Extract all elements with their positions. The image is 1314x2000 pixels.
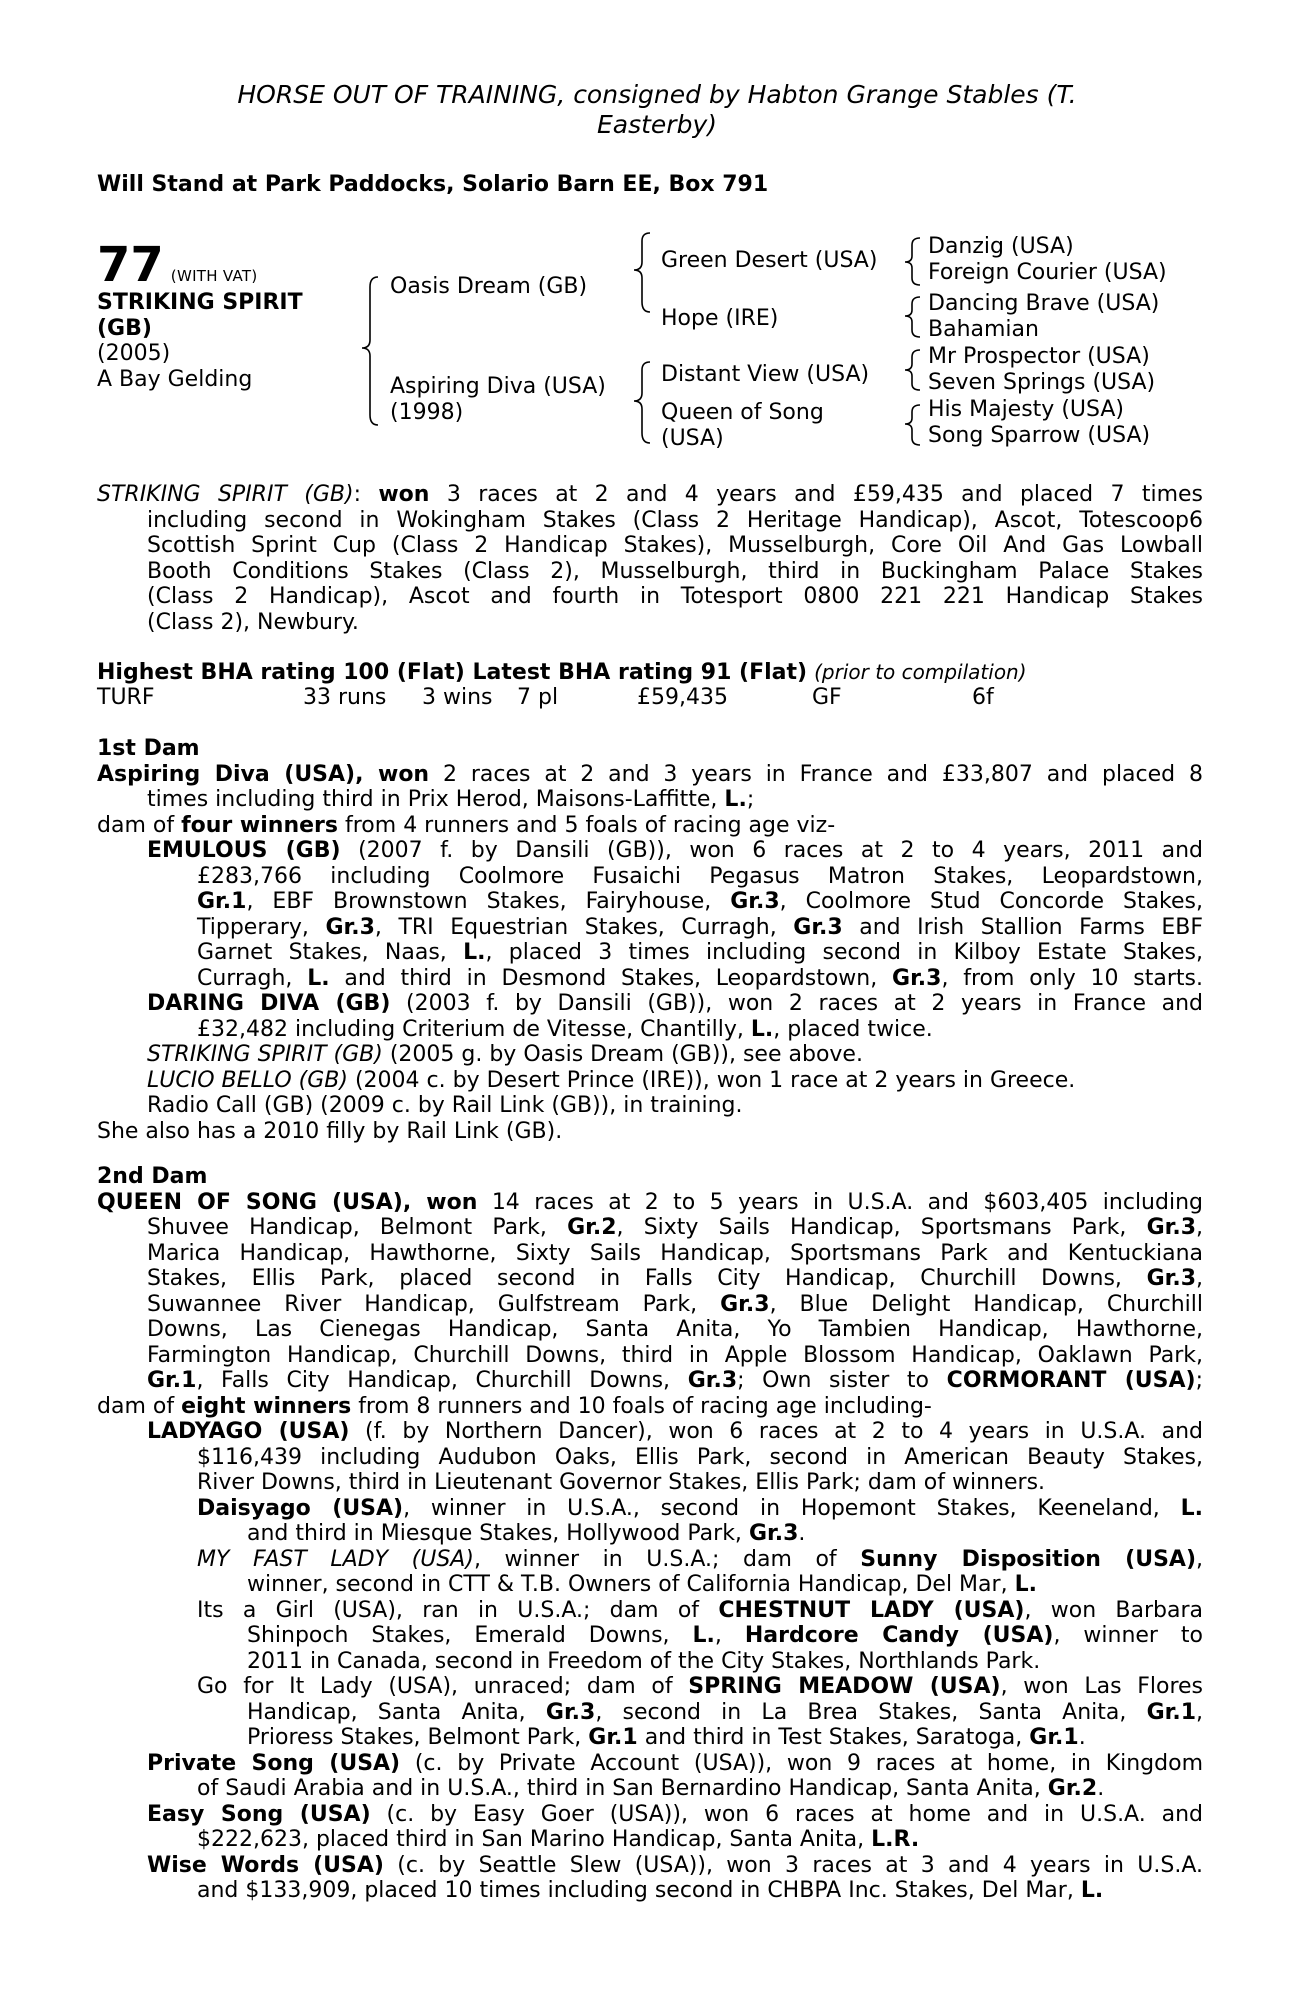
dam2-winners: eight winners	[181, 1393, 352, 1419]
emulous-text: , TRI Equestrian Stakes, Curragh,	[374, 914, 777, 940]
privatesong-text: .	[1097, 1776, 1105, 1801]
dam2-text: Farmington Handicap, Churchill Downs, third in Apple Blossom Handicap, Oaklawn Park,	[147, 1342, 1203, 1368]
hardcore-name: Hardcore Candy (USA)	[744, 1623, 1054, 1648]
first-dam-section: 1st Dam Aspiring Diva (USA), won 2 races at 2 and 3 years in France and £33,807 and placed 8 times including third in Prix Herod, Maisons-Laffitte, L.; dam of four winners from 4 runners and 5 foals of racing age viz- EMULOUS (GB) (2007 f. by Dansili (GB)), won 6 races at 2 to 4 years, 2011 and £283,766 including Coolmore Fusaichi Pegasus Matron Stakes, Leopardstown, Gr.1, EBF Brownstown Stakes, Fairyhouse, Gr.3, Coolmore Stud Concorde Stakes, Tipperary, Gr.3, TRI Equestrian Stakes, Curragh, Gr.3 and Irish Stallion Farms EBF Garnet Stakes, Naas, L., placed 3 times including second in Kilboy Estate Stakes, Curragh, L. and third in Desmond Stakes, Leopardstown, Gr.3, from only 10 starts. DARING DIVA (GB) (2003 f. by Dansili (GB)), won 2 races at 2 years in France and £32,482 including Criterium de Vitesse, Chantilly, L., placed twice. STRIKING SPIRIT (GB) (2005 g. by Oasis Dream (GB)), see above. LUCIO BELLO (GB) (2004 c. by Desert Prince (IRE)), won 1 race at 2 years in Greece. Radio Call (GB) (2009 c. by Rail Link (GB)), in training. She also has a 2010 filly by Rail Link (GB).	[97, 736, 1204, 1144]
grade: Gr.3	[1146, 1266, 1196, 1291]
sire: Oasis Dream (GB)	[390, 274, 588, 299]
form-going: GF	[812, 685, 842, 710]
grade: Gr.3	[720, 1291, 770, 1317]
dam2-text: Marica Handicap, Hawthorne, Sixty Sails Handicap, Sportsmans Park and Kentuckiana	[147, 1240, 1203, 1266]
first-dam-heading: 1st Dam	[97, 736, 200, 761]
easysong-text: (c. by Easy Goer (USA)), won 6 races at home and in U.S.A. and	[386, 1801, 1203, 1827]
daring-text: £32,482 including Criterium de Vitesse, Chantilly,	[197, 1016, 744, 1042]
horse-description: A Bay Gelding	[97, 366, 253, 392]
dam-name: Aspiring Diva (USA)	[390, 374, 606, 399]
goforit-text: , won Las Flores	[1000, 1674, 1204, 1699]
ancestor-dds: His Majesty (USA)	[928, 397, 1125, 422]
brace-gen3-4	[905, 405, 920, 445]
brace-gen2-top	[634, 233, 650, 312]
sire-dam: Hope (IRE)	[661, 306, 779, 331]
myfastlady-name: MY FAST LADY (USA)	[197, 1546, 474, 1572]
dam2-name: QUEEN OF SONG (USA), won	[97, 1189, 478, 1215]
sire-sire: Green Desert (USA)	[661, 248, 878, 273]
dam2-text: , Blue Delight Handicap, Churchill	[769, 1291, 1204, 1317]
easysong-text: $222,623, placed third in San Marino Handicap, Santa Anita,	[197, 1827, 865, 1852]
myfastlady-text: winner, second in CTT & T.B. Owners of California Handicap, Del Mar,	[247, 1572, 1008, 1597]
summary-won: won	[378, 482, 430, 507]
goforit-text: and third in Test Stakes, Saratoga,	[644, 1725, 1023, 1750]
lucio-text: (2004 c. by Desert Prince (IRE)), won 1 race at 2 years in Greece.	[354, 1067, 1076, 1093]
cormorant-name: CORMORANT (USA)	[946, 1368, 1196, 1393]
emulous-name: EMULOUS (GB)	[147, 838, 341, 863]
dam2-text: Downs, Las Cienegas Handicap, Santa Anita, Yo Tambien Handicap, Hawthorne,	[147, 1317, 1203, 1342]
dam2-text: , Sixty Sails Handicap, Sportsmans Park,	[616, 1215, 1127, 1240]
dam-dam-country: (USA)	[661, 425, 724, 451]
ladyago-text: $116,439 including Audubon Oaks, Ellis Park, second in American Beauty Stakes,	[197, 1444, 1203, 1470]
rating-note: (prior to compilation)	[814, 660, 1027, 684]
emulous-text: , Coolmore Stud Concorde Stakes,	[779, 889, 1204, 914]
form-placed: 7 pl	[517, 685, 559, 710]
dam2-text: ;	[1195, 1368, 1204, 1393]
wisewords-text: (c. by Seattle Slew (USA)), won 3 races at 3 and 4 years in U.S.A.	[397, 1852, 1203, 1878]
summary-line: (Class 2 Handicap), Ascot and fourth in Totesport 0800 221 221 Handicap Stakes	[147, 584, 1203, 609]
grade: Gr.1	[588, 1725, 638, 1750]
grade: L.	[307, 965, 330, 991]
brace-gen3-2	[905, 297, 920, 337]
emulous-text: and Irish Stallion Farms EBF	[859, 914, 1203, 940]
brace-gen3-1	[905, 238, 920, 285]
grade: L.R.	[871, 1827, 920, 1852]
dam1-foals: from 4 runners and 5 foals of racing age viz-	[345, 812, 836, 838]
grade: Gr.3	[892, 965, 942, 991]
daisyago-name: Daisyago (USA)	[197, 1495, 404, 1521]
ladyago-text: River Downs, third in Lieutenant Governor Stakes, Ellis Park; dam of winners.	[197, 1470, 1046, 1495]
daring-text: (2003 f. by Dansili (GB)), won 2 races at 2 years in France and	[406, 991, 1203, 1016]
ancestor-dsd: Seven Springs (USA)	[928, 369, 1156, 395]
grade: L.	[1014, 1572, 1037, 1597]
goforit-text: Handicap, Santa Anita,	[247, 1699, 526, 1725]
ancestor-dss: Mr Prospector (USA)	[928, 344, 1150, 369]
itsagirl-text: Shinpoch Stakes, Emerald Downs,	[247, 1623, 670, 1648]
grade: Gr.1	[197, 889, 247, 914]
daring-name: DARING DIVA (GB)	[147, 991, 391, 1016]
also-has: She also has a 2010 filly by Rail Link (GB).	[97, 1118, 563, 1144]
chestnut-name: CHESTNUT LADY (USA)	[718, 1597, 1025, 1623]
ancestor-sds: Dancing Brave (USA)	[928, 291, 1160, 316]
ancestor-sss: Danzig (USA)	[928, 234, 1074, 259]
goforit-text: .	[1078, 1725, 1086, 1750]
itsagirl-text: , won Barbara	[1024, 1597, 1204, 1623]
summary-text: 3 races at 2 and 4 years and £59,435 and placed 7 times	[446, 482, 1203, 507]
emulous-text: , from only 10 starts.	[941, 965, 1204, 991]
lot-number: 77	[97, 237, 164, 293]
dam2-text: Stakes, Ellis Park, placed second in Falls City Handicap, Churchill Downs,	[147, 1266, 1122, 1291]
itsagirl-text: ,	[714, 1623, 722, 1648]
daisyago-text: and third in Miesque Stakes, Hollywood Park,	[247, 1521, 742, 1546]
daisyago-text: , winner in U.S.A., second in Hopemont Stakes, Keeneland,	[403, 1495, 1160, 1521]
emulous-text: Curragh,	[197, 965, 293, 991]
goforit-text: , second in La Brea Stakes, Santa Anita,	[595, 1699, 1127, 1725]
dam1-line2: times including third in Prix Herod, Maisons-Laffitte,	[147, 787, 718, 812]
form-earnings: £59,435	[637, 685, 728, 710]
grade: Gr.3	[793, 914, 843, 940]
grade: Gr.3	[325, 914, 375, 940]
striking-name: STRIKING SPIRIT (GB)	[147, 1042, 383, 1067]
grade: Gr.3	[687, 1368, 738, 1393]
grade: L.	[692, 1623, 715, 1648]
gen3-block	[928, 234, 1167, 448]
daisyago-text: .	[798, 1521, 806, 1546]
emulous-text: Tipperary,	[197, 914, 309, 940]
privatesong-name: Private Song (USA)	[147, 1750, 401, 1776]
brace-gen2-bottom	[634, 362, 650, 443]
easysong-name: Easy Song (USA)	[147, 1801, 371, 1827]
summary-line: including second in Wokingham Stakes (Class 2 Heritage Handicap), Ascot, Totescoop6	[147, 507, 1203, 533]
dam2-damof: dam of	[97, 1393, 175, 1419]
dam2-foals: from 8 runners and 10 foals of racing age including-	[358, 1393, 932, 1419]
itsagirl-text: , winner to	[1053, 1623, 1204, 1648]
emulous-text: (2007 f. by Dansili (GB)), won 6 races at 2 to 4 years, 2011 and	[358, 838, 1203, 863]
ladyago-text: (f. by Northern Dancer), won 6 races at 2 to 4 years in U.S.A. and	[365, 1419, 1204, 1444]
race-summary: STRIKING SPIRIT (GB): won 3 races at 2 and 4 years and £59,435 and placed 7 times including second in Wokingham Stakes (Class 2 Heritage Handicap), Ascot, Totescoop6 Scottish Sprint Cup (Class 2 Handicap Stakes), Musselburgh, Core Oil And Gas Lowball Booth Conditions Stakes (Class 2), Musselburgh, third in Buckingham Palace Stakes (Class 2 Handicap), Ascot and fourth in Totesport 0800 221 221 Handicap Stakes (Class 2), Newbury.	[97, 482, 1203, 635]
grade: Gr.1	[1029, 1725, 1079, 1750]
dam2-text: 14 races at 2 to 5 years in U.S.A. and $603,405 including	[491, 1189, 1203, 1215]
grade: Gr.3	[730, 889, 780, 914]
grade: Gr.2	[567, 1215, 617, 1240]
form-surface: TURF	[97, 685, 155, 710]
ancestor-ddd: Song Sparrow (USA)	[928, 422, 1151, 448]
summary-line: Scottish Sprint Cup (Class 2 Handicap Stakes), Musselburgh, Core Oil And Gas Lowball	[147, 533, 1203, 558]
dam	[390, 374, 606, 425]
vat-note: (WITH VAT)	[170, 267, 258, 285]
radio-call: Radio Call (GB) (2009 c. by Rail Link (GB)), in training.	[147, 1093, 743, 1118]
itsagirl-text: 2011 in Canada, second in Freedom of the City Stakes, Northlands Park.	[247, 1648, 1041, 1674]
header-line-2: Easterby)	[596, 110, 718, 139]
form-runs: 33 runs	[303, 685, 387, 710]
dam2-text: Suwannee River Handicap, Gulfstream Park,	[147, 1291, 698, 1317]
stand-location: Will Stand at Park Paddocks, Solario Barn EE, Box 791	[97, 172, 769, 197]
goforit-text: Go for It Lady (USA), unraced; dam of	[197, 1674, 673, 1699]
horse-name-2: (GB)	[97, 315, 152, 341]
grade: L.	[1180, 1495, 1203, 1521]
emulous-text: and third in Desmond Stakes, Leopardstown,	[344, 965, 878, 991]
horse-year: (2005)	[97, 341, 171, 366]
grade: L.	[463, 940, 486, 965]
summary-line: (Class 2), Newbury.	[147, 609, 359, 635]
springmeadow-name: SPRING MEADOW (USA)	[688, 1674, 1001, 1699]
ladyago-name: LADYAGO (USA)	[147, 1419, 350, 1444]
dam-dam	[661, 400, 824, 451]
dam1-name: Aspiring Diva (USA), won	[97, 761, 430, 787]
wisewords-name: Wise Words (USA)	[147, 1852, 384, 1878]
dam2-text: ,	[1196, 1266, 1203, 1291]
emulous-text: Garnet Stakes, Naas,	[197, 940, 447, 965]
emulous-text: £283,766 including Coolmore Fusaichi Pegasus Matron Stakes, Leopardstown,	[197, 863, 1203, 889]
goforit-text: Prioress Stakes, Belmont Park,	[247, 1725, 582, 1750]
second-dam-heading: 2nd Dam	[97, 1164, 208, 1189]
rating-highest: Highest BHA rating 100 (Flat) Latest BHA rating 91 (Flat)	[97, 660, 808, 685]
dam-sire: Distant View (USA)	[661, 362, 870, 387]
grade: Gr.1	[147, 1368, 197, 1393]
sunny-name: Sunny Disposition (USA)	[860, 1546, 1197, 1572]
dam1-damof: dam of	[97, 812, 175, 838]
grade: Gr.3	[545, 1699, 596, 1725]
dam-year: (1998)	[390, 399, 464, 425]
grade: Gr.2	[1047, 1776, 1098, 1801]
privatesong-text: of Saudi Arabia and in U.S.A., third in San Bernardino Handicap, Santa Anita,	[197, 1776, 1041, 1801]
ancestor-ssd: Foreign Courier (USA)	[928, 259, 1167, 285]
header-line-1: HORSE OUT OF TRAINING, consigned by Habton Grange Stables (T.	[237, 80, 1077, 109]
dam1-winners: four winners	[181, 812, 338, 838]
rating-line	[97, 660, 1203, 686]
goforit-text: ,	[1196, 1699, 1203, 1725]
grade: L.	[1080, 1878, 1104, 1903]
daring-text: , placed twice.	[773, 1016, 933, 1042]
grade: Gr.3	[1146, 1215, 1196, 1240]
emulous-text: , placed 3 times including second in Kilboy Estate Stakes,	[485, 940, 1204, 965]
myfastlady-text: ,	[1196, 1546, 1204, 1572]
ancestor-sdd: Bahamian	[928, 316, 1039, 342]
striking-text: (2005 g. by Oasis Dream (GB)), see above.	[389, 1042, 863, 1067]
form-wins: 3 wins	[422, 685, 493, 710]
summary-name: STRIKING SPIRIT (GB)	[97, 482, 354, 507]
dam-dam-name: Queen of Song	[661, 400, 824, 425]
grade: L.	[750, 1016, 774, 1042]
second-dam-section	[97, 1164, 1203, 1904]
summary-line: Booth Conditions Stakes (Class 2), Musselburgh, third in Buckingham Palace Stakes	[147, 558, 1203, 584]
dam2-text: , Falls City Handicap, Churchill Downs,	[196, 1368, 671, 1393]
form-distance: 6f	[972, 685, 994, 710]
dam1-text: 2 races at 2 and 3 years in France and £33,807 and placed 8	[442, 761, 1204, 787]
privatesong-text: (c. by Private Account (USA)), won 9 races at home, in Kingdom	[414, 1750, 1204, 1776]
brace-gen3-3	[905, 350, 920, 390]
lucio-name: LUCIO BELLO (GB)	[147, 1067, 348, 1093]
grade: Gr.1	[1146, 1699, 1196, 1725]
emulous-text: , EBF Brownstown Stakes, Fairyhouse,	[246, 889, 712, 914]
grade: Gr.3	[748, 1521, 799, 1546]
form-table-row	[97, 685, 1203, 711]
wisewords-text: and $133,909, placed 10 times including second in CHBPA Inc. Stakes, Del Mar,	[197, 1878, 1074, 1903]
myfastlady-text: , winner in U.S.A.; dam of	[473, 1546, 837, 1572]
itsagirl-text: Its a Girl (USA), ran in U.S.A.; dam of	[197, 1597, 700, 1623]
brace-gen1	[362, 277, 378, 425]
dam1-listed: L.	[724, 787, 747, 812]
horse-name-1: STRIKING SPIRIT	[97, 290, 303, 315]
dam2-text: ; Own sister to	[737, 1368, 930, 1393]
dam2-text: Shuvee Handicap, Belmont Park,	[147, 1215, 547, 1240]
dam2-text: ,	[1196, 1215, 1203, 1240]
